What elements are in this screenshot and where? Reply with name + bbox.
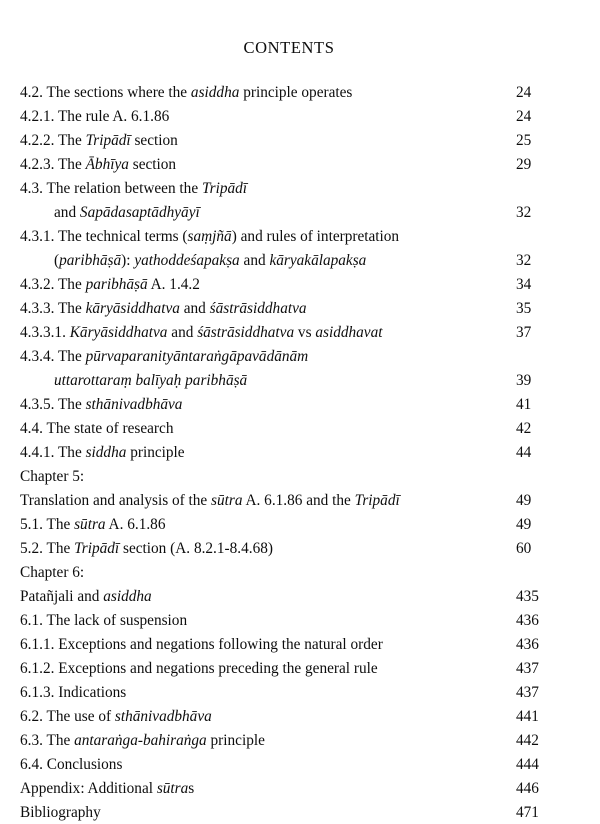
toc-entry[interactable] <box>20 226 558 248</box>
toc-entry-page-number: 446 <box>516 779 539 797</box>
toc-entry[interactable] <box>20 130 558 152</box>
toc-entry-page-number: 60 <box>516 539 532 557</box>
table-of-contents <box>20 82 558 824</box>
toc-entry[interactable] <box>20 586 558 608</box>
toc-entry-page-number: 24 <box>516 84 532 101</box>
toc-entry-page-number: 471 <box>516 803 539 821</box>
toc-entry[interactable] <box>20 610 558 632</box>
toc-entry[interactable] <box>20 370 558 392</box>
toc-entry[interactable] <box>20 682 558 704</box>
toc-entry-label: 6.4. Conclusions <box>20 755 123 773</box>
toc-entry[interactable] <box>20 106 558 128</box>
toc-entry[interactable] <box>20 658 558 680</box>
toc-entry-label: 6.1.2. Exceptions and negations preceding the general rule <box>20 659 378 677</box>
toc-entry-page-number: 25 <box>516 131 532 149</box>
toc-entry-page-number: 32 <box>516 203 532 221</box>
toc-entry[interactable] <box>20 706 558 728</box>
toc-entry[interactable] <box>20 178 558 200</box>
toc-entry-page-number: 437 <box>516 683 539 701</box>
toc-entry-label: 6.2. The use of sthānivadbhāva <box>20 707 212 725</box>
toc-entry[interactable] <box>20 514 558 536</box>
toc-entry-page-number: 49 <box>516 515 532 533</box>
toc-entry-page-number: 35 <box>516 299 532 317</box>
toc-entry-page-number: 444 <box>516 755 539 773</box>
toc-entry-page-number: 44 <box>516 443 532 461</box>
toc-entry-label: 4.3.1. The technical terms (saṃjñā) and rules of interpretation <box>20 227 400 245</box>
page-title: CONTENTS <box>243 38 335 57</box>
toc-entry-label: Chapter 5: <box>20 467 85 485</box>
toc-entry-label: 4.2.2. The Tripādī section <box>20 131 178 149</box>
toc-entry[interactable] <box>20 778 558 800</box>
toc-entry-page-number: 436 <box>516 635 539 653</box>
toc-entry-label: 4.2. The sections where the asiddha principle operates <box>20 84 353 101</box>
toc-entry[interactable] <box>20 490 558 512</box>
toc-entry-page-number: 437 <box>516 659 539 677</box>
toc-entry-label: 6.1.1. Exceptions and negations following the natural order <box>20 635 383 653</box>
toc-entry[interactable] <box>20 250 558 272</box>
toc-entry-page-number: 436 <box>516 611 539 629</box>
toc-entry[interactable] <box>20 634 558 656</box>
toc-entry-page-number: 34 <box>516 275 532 293</box>
toc-entry[interactable] <box>20 82 558 104</box>
toc-entry-page-number: 442 <box>516 731 539 749</box>
toc-entry[interactable] <box>20 754 558 776</box>
toc-entry-page-number: 441 <box>516 707 539 725</box>
toc-entry-page-number: 29 <box>516 155 532 173</box>
toc-entry-label: 4.3. The relation between the Tripādī <box>20 179 248 197</box>
toc-entry-label: 4.4.1. The siddha principle <box>20 443 185 461</box>
toc-entry-label: 4.4. The state of research <box>20 419 174 437</box>
toc-entry[interactable] <box>20 730 558 752</box>
toc-entry-label: 4.3.3. The kāryāsiddhatva and śāstrāsiddhatva <box>20 299 307 317</box>
toc-entry[interactable] <box>20 538 558 560</box>
toc-entry-page-number: 41 <box>516 395 532 413</box>
toc-entry-label: 4.2.3. The Ābhīya section <box>20 155 177 173</box>
toc-entry-page-number: 49 <box>516 491 532 509</box>
toc-entry-page-number: 37 <box>516 323 532 341</box>
toc-entry-label: 4.3.5. The sthānivadbhāva <box>20 395 183 413</box>
toc-entry-label: (paribhāṣā): yathoddeśapakṣa and kāryakālapakṣa <box>54 251 367 269</box>
toc-entry[interactable] <box>20 562 558 584</box>
toc-entry[interactable] <box>20 202 558 224</box>
toc-entry-label: Bibliography <box>20 803 101 821</box>
toc-entry-label: 5.2. The Tripādī section (A. 8.2.1-8.4.68) <box>20 539 273 557</box>
toc-entry-page-number: 39 <box>516 371 532 389</box>
toc-entry-label: 6.3. The antaraṅga-bahiraṅga principle <box>20 731 265 749</box>
toc-entry-label: Appendix: Additional sūtras <box>20 779 195 797</box>
toc-entry-label: 6.1. The lack of suspension <box>20 611 188 629</box>
toc-entry-page-number: 32 <box>516 251 532 269</box>
toc-entry[interactable] <box>20 322 558 344</box>
toc-entry[interactable] <box>20 346 558 368</box>
toc-entry-label: 5.1. The sūtra A. 6.1.86 <box>20 515 166 533</box>
toc-entry[interactable] <box>20 274 558 296</box>
toc-entry-page-number: 24 <box>516 107 532 125</box>
toc-entry[interactable] <box>20 802 558 824</box>
toc-entry-label: 4.3.4. The pūrvaparanityāntaraṅgāpavādānām <box>20 347 309 365</box>
toc-entry-label: and Sapādasaptādhyāyī <box>54 203 200 221</box>
toc-entry-label: 4.3.3.1. Kāryāsiddhatva and śāstrāsiddhatva vs asiddhavat <box>20 323 383 341</box>
toc-entry[interactable] <box>20 298 558 320</box>
toc-entry[interactable] <box>20 154 558 176</box>
toc-entry-page-number: 42 <box>516 419 532 437</box>
toc-entry[interactable] <box>20 394 558 416</box>
toc-entry[interactable] <box>20 466 558 488</box>
toc-entry-label: 6.1.3. Indications <box>20 683 127 701</box>
toc-entry-label: 4.3.2. The paribhāṣā A. 1.4.2 <box>20 275 200 293</box>
toc-entry-label: 4.2.1. The rule A. 6.1.86 <box>20 107 170 125</box>
toc-entry-label: Chapter 6: <box>20 563 85 581</box>
toc-entry-label: uttarottaraṃ balīyaḥ paribhāṣā <box>54 371 248 389</box>
toc-entry-label: Translation and analysis of the sūtra A. 6.1.86 and the Tripādī <box>20 491 400 509</box>
toc-entry-page-number: 435 <box>516 587 539 605</box>
toc-entry-label: Patañjali and asiddha <box>20 587 152 605</box>
toc-entry[interactable] <box>20 442 558 464</box>
toc-entry[interactable] <box>20 418 558 440</box>
